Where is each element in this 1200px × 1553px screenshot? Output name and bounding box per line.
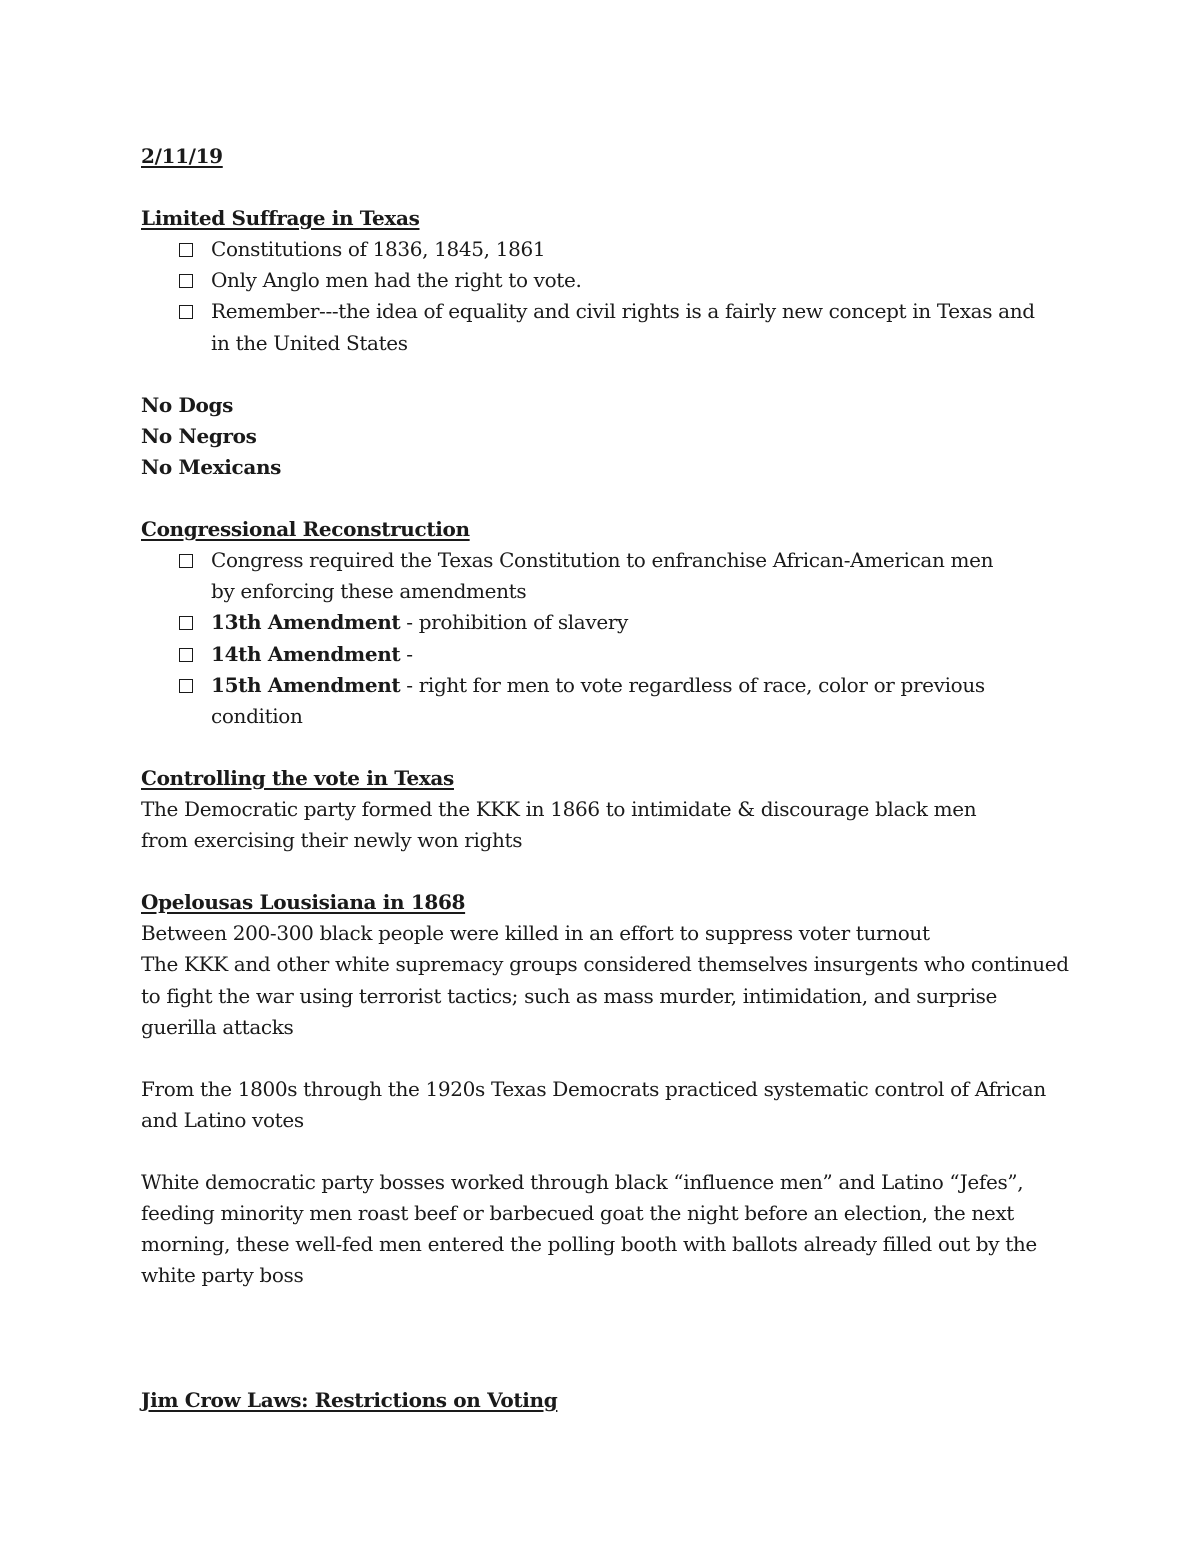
list-item-text: Congress required the Texas Constitution to enfranchise African-American men by enforcing these amendments	[211, 548, 994, 604]
heading-controlling-vote: Controlling the vote in Texas	[141, 765, 454, 790]
amendment-name: 14th Amendment	[211, 641, 401, 666]
amendment-desc: - prohibition of slavery	[400, 610, 628, 635]
checkbox-icon	[179, 305, 193, 319]
heading-congressional-reconstruction: Congressional Reconstruction	[141, 517, 470, 542]
checkbox-icon	[179, 243, 193, 257]
sign-text: No Negros	[141, 423, 257, 448]
body-paragraph: From the 1800s through the 1920s Texas Democrats practiced systematic control of African and Latino votes	[141, 1076, 1046, 1132]
sign-text: No Dogs	[141, 392, 234, 417]
checkbox-icon	[179, 554, 193, 568]
list-item	[141, 670, 1071, 732]
heading-opelousas: Opelousas Lousisiana in 1868	[141, 890, 466, 915]
amendment-desc: - right for men to vote regardless of race, color or previous condition	[211, 672, 985, 728]
checkbox-icon	[179, 648, 193, 662]
body-paragraph: The KKK and other white supremacy groups considered themselves insurgents who continued to fight the war using terrorist tactics; such as mass murder, intimidation, and surprise guerilla attacks	[141, 952, 1069, 1039]
list-item-text: Constitutions of 1836, 1845, 1861	[211, 237, 546, 262]
list-item	[141, 639, 1071, 670]
list-item	[141, 296, 1071, 358]
sign-text: No Mexicans	[141, 454, 282, 479]
list-item	[141, 265, 1071, 296]
checklist-limited-suffrage	[141, 234, 1071, 358]
body-paragraph: White democratic party bosses worked through black “influence men” and Latino “Jefes”, feeding minority men roast beef or barbecued goat the night before an election, the next morning, these well-fed men entered the polling booth with ballots already filled out by the white party boss	[141, 1170, 1037, 1288]
list-item	[141, 607, 1071, 638]
heading-jim-crow: Jim Crow Laws: Restrictions on Voting	[141, 1387, 558, 1412]
checkbox-icon	[179, 616, 193, 630]
list-item	[141, 234, 1071, 265]
body-paragraph: The Democratic party formed the KKK in 1866 to intimidate & discourage black men from exercising their newly won rights	[141, 796, 977, 853]
list-item-text: Only Anglo men had the right to vote.	[211, 268, 582, 293]
amendment-name: 13th Amendment	[211, 610, 401, 635]
list-item-text: Remember---the idea of equality and civil rights is a fairly new concept in Texas and in the United States	[211, 299, 1035, 355]
heading-limited-suffrage: Limited Suffrage in Texas	[141, 206, 420, 231]
body-paragraph: Between 200-300 black people were killed in an effort to suppress voter turnout	[141, 921, 930, 946]
document-page	[141, 141, 1071, 1416]
amendment-name: 15th Amendment	[211, 672, 401, 697]
date-heading: 2/11/19	[141, 144, 223, 168]
checklist-reconstruction	[141, 545, 1071, 732]
checkbox-icon	[179, 679, 193, 693]
list-item	[141, 545, 1071, 607]
amendment-desc: -	[400, 641, 413, 666]
checkbox-icon	[179, 274, 193, 288]
